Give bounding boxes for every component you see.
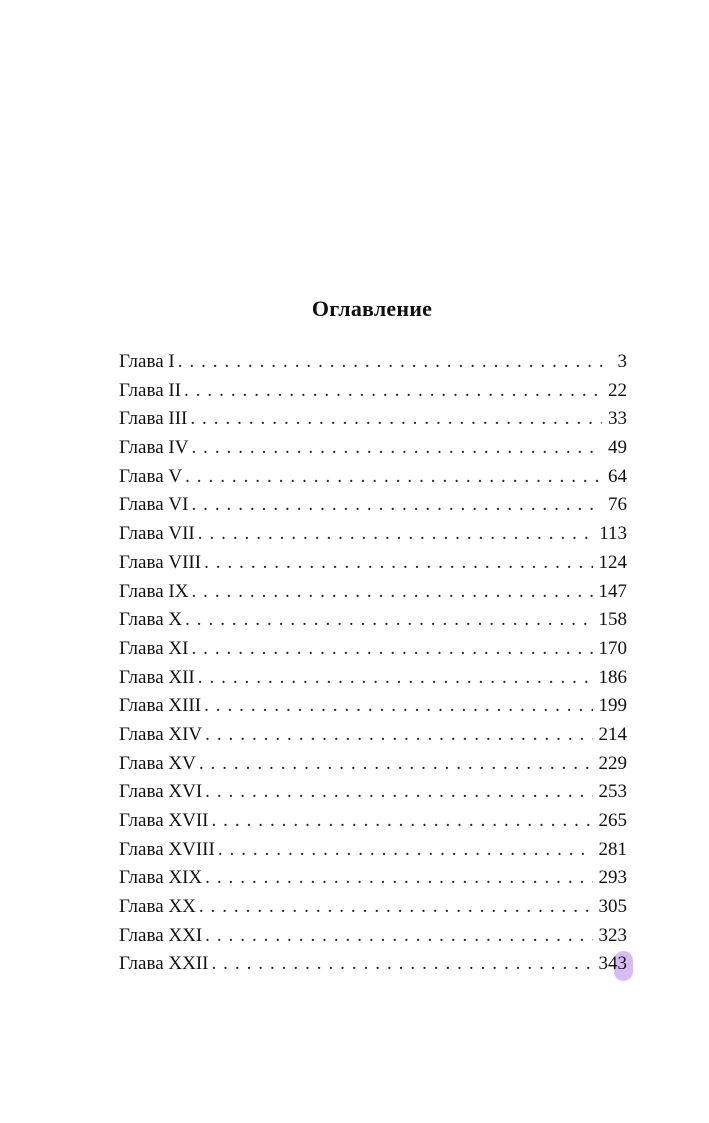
toc-entry[interactable] [119, 750, 627, 779]
toc-entry[interactable] [119, 922, 627, 951]
page-number [593, 778, 628, 807]
dot-leader [198, 520, 593, 549]
page-number-text: 293 [598, 867, 627, 889]
toc-entry[interactable] [119, 405, 627, 434]
page-number-text: 199 [598, 695, 627, 717]
dot-leader [211, 807, 592, 836]
page-number [593, 807, 628, 836]
toc-entry[interactable] [119, 721, 627, 750]
chapter-label: Глава II [119, 379, 182, 401]
chapter-label: Глава XVI [119, 781, 203, 803]
toc-entry[interactable] [119, 893, 627, 922]
dot-leader [205, 922, 592, 951]
toc-entry[interactable] [119, 950, 627, 979]
page-number [593, 750, 628, 779]
chapter-label: Глава XVII [119, 810, 209, 831]
toc-entry[interactable] [119, 549, 627, 578]
chapter-label: Глава XIII [119, 695, 202, 717]
dot-leader [205, 864, 592, 893]
toc-entry[interactable] [119, 491, 627, 520]
toc-entry[interactable] [119, 864, 627, 893]
page-number-text: 3 [617, 351, 627, 372]
toc-entry[interactable] [119, 664, 627, 693]
page-number [602, 405, 627, 434]
chapter-label: Глава VIII [119, 551, 202, 573]
toc-entry[interactable] [119, 635, 627, 664]
toc-entry[interactable] [119, 692, 627, 721]
chapter-label: Глава XX [119, 896, 196, 918]
chapter-label: Глава XI [119, 637, 189, 659]
page-number-text: 343 [598, 953, 627, 975]
dot-leader [211, 950, 592, 979]
page-number-text: 214 [598, 723, 627, 745]
dot-leader [185, 606, 592, 635]
page-number [602, 377, 627, 406]
chapter-label: Глава XII [119, 666, 195, 688]
dot-leader [178, 348, 612, 377]
dot-leader [199, 750, 593, 779]
page-number-text: 170 [598, 637, 627, 659]
page-number-text: 147 [598, 580, 627, 602]
toc-entry[interactable] [119, 348, 627, 377]
page-number [593, 836, 628, 865]
page-number [593, 864, 628, 893]
page-number-text: 186 [598, 666, 627, 688]
dot-leader [190, 405, 602, 434]
page-number-text: 229 [598, 752, 627, 774]
page-number-text: 158 [598, 609, 627, 631]
dot-leader [198, 664, 593, 693]
page-number-text: 253 [598, 781, 627, 803]
chapter-label: Глава III [119, 408, 188, 430]
page-number-text: 113 [599, 523, 627, 545]
chapter-label: Глава IV [119, 437, 189, 459]
chapter-label: Глава XIX [119, 867, 203, 889]
page-number-text: 281 [598, 838, 627, 860]
page-number [602, 491, 627, 520]
page-title: Оглавление [311, 296, 433, 321]
toc-entry[interactable] [119, 578, 627, 607]
dot-leader [204, 692, 592, 721]
page-number-text: 323 [598, 924, 627, 946]
page-number-text: 33 [608, 408, 627, 430]
page-number [593, 578, 628, 607]
page-number [593, 950, 628, 979]
chapter-label: Глава XV [119, 752, 196, 774]
page-number-text: 76 [608, 494, 627, 516]
page-number [593, 922, 628, 951]
toc-entry[interactable] [119, 836, 627, 865]
page-number-text: 64 [608, 465, 627, 487]
page-number-text: 124 [598, 551, 627, 573]
page-number [593, 692, 628, 721]
toc-entry[interactable] [119, 778, 627, 807]
dot-leader [184, 377, 602, 406]
toc-entry[interactable] [119, 807, 627, 836]
dot-leader [218, 836, 593, 865]
page-number [593, 721, 628, 750]
page-number-text: 305 [598, 896, 627, 918]
chapter-label: Глава I [119, 351, 175, 372]
dot-leader [199, 893, 593, 922]
page-number [593, 549, 628, 578]
toc-entry[interactable] [119, 520, 627, 549]
dot-leader [205, 778, 592, 807]
page-number [602, 434, 627, 463]
page-number [593, 606, 628, 635]
dot-leader [204, 549, 592, 578]
dot-leader [191, 491, 602, 520]
chapter-label: Глава XXI [119, 924, 203, 946]
page-number [593, 635, 628, 664]
dot-leader [191, 635, 592, 664]
page-number [602, 463, 627, 492]
page-number-text: 49 [608, 437, 627, 459]
dot-leader [205, 721, 592, 750]
page-number-text: 22 [608, 379, 627, 401]
toc-entry[interactable] [119, 606, 627, 635]
page-number [593, 893, 628, 922]
page-number [612, 348, 628, 377]
chapter-label: Глава XVIII [119, 838, 215, 860]
chapter-label: Глава VII [119, 523, 195, 545]
chapter-label: Глава XXII [119, 953, 209, 975]
toc-entry[interactable] [119, 434, 627, 463]
chapter-label: Глава XIV [119, 723, 203, 745]
dot-leader [191, 434, 602, 463]
page-number [593, 520, 627, 549]
chapter-label: Глава VI [119, 494, 189, 516]
dot-leader [185, 463, 602, 492]
toc-entry[interactable] [119, 463, 627, 492]
dot-leader [191, 578, 592, 607]
table-of-contents [119, 348, 627, 979]
page-number [593, 664, 628, 693]
chapter-label: Глава V [119, 465, 183, 487]
page-number-text: 265 [598, 810, 627, 831]
chapter-label: Глава X [119, 609, 183, 631]
chapter-label: Глава IX [119, 580, 189, 602]
toc-entry[interactable] [119, 377, 627, 406]
